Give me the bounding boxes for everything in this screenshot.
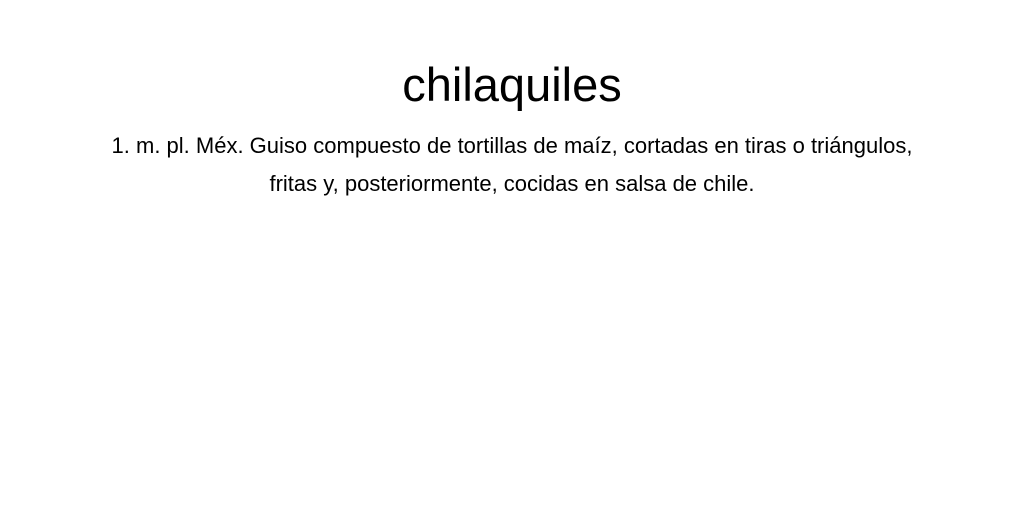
entry-definition: 1. m. pl. Méx. Guiso compuesto de tortillas de maíz, cortadas en tiras o triángulos, fritas y, posteriormente, cocidas en salsa de chile. <box>111 133 913 196</box>
entry-headword: chilaquiles <box>402 58 622 111</box>
